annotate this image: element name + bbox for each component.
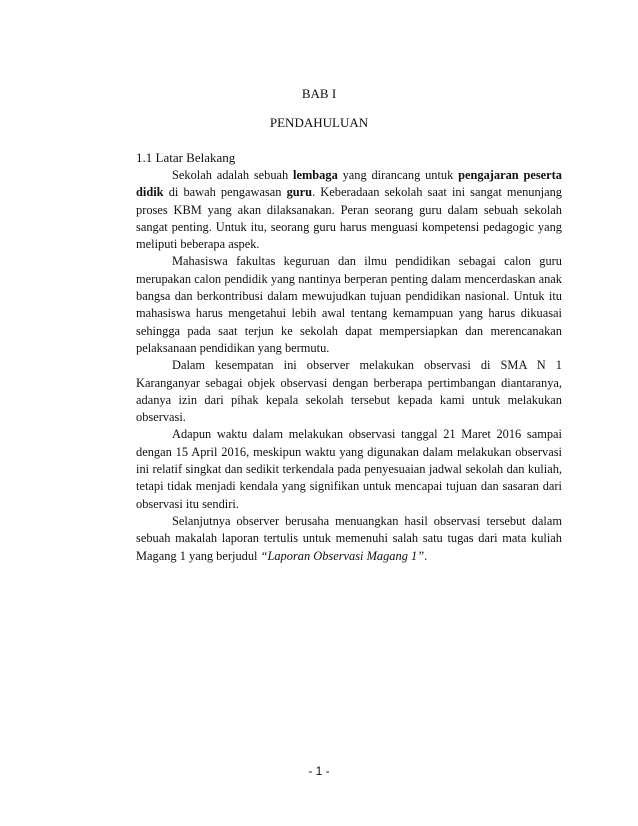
- paragraph-4: Adapun waktu dalam melakukan observasi tanggal 21 Maret 2016 sampai dengan 15 April 2016, meskipun waktu yang digunakan dalam melakukan observasi ini relatif singkat dan sedikit terkendala pada penyesuaian jadwal sekolah dan kuliah, tetapi tidak menjadi kendala yang signifikan untuk mencapai tujuan dan sasaran dari observasi itu sendiri.: [136, 427, 562, 511]
- p1-term-pengajaran: pengajaran peserta didik: [136, 168, 562, 200]
- chapter-number: BAB I: [301, 86, 337, 101]
- p1-text-a: Sekolah adalah sebuah: [172, 168, 294, 182]
- p1-term-guru: guru: [286, 185, 313, 200]
- p1-text-c: yang dirancang untuk: [337, 168, 459, 182]
- body-text: [136, 167, 562, 565]
- p5-text-c: .: [424, 548, 428, 563]
- paragraph-5: [136, 513, 562, 565]
- paragraph-3: Dalam kesempatan ini observer melakukan observasi di SMA N 1 Karanganyar sebagai objek observasi dengan berberapa pertimbangan diantaranya, adanya izin dari pihak kepala sekolah tersebut kepada kami untuk melakukan observasi.: [136, 358, 562, 425]
- section-heading: 1.1 Latar Belakang: [136, 150, 236, 165]
- paragraph-1: [136, 167, 562, 253]
- chapter-title: PENDAHULUAN: [269, 115, 369, 130]
- p1-text-e: di bawah pengawasan: [163, 185, 287, 200]
- page-number: - 1 -: [308, 764, 330, 778]
- p1-term-lembaga: lembaga: [293, 168, 338, 182]
- paragraph-2: Mahasiswa fakultas keguruan dan ilmu pendidikan sebagai calon guru merupakan calon pendidik yang nantinya berperan penting dalam mencerdaskan anak bangsa dan berkontribusi dalam mewujudkan tujuan pendidikan nasional. Untuk itu mahasiswa harus mengetahui lebih awal tentang kemampuan yang harus dikuasai sehingga pada saat terjun ke sekolah dapat mempersiapkan dan merencanakan pelaksanaan pendidikan yang bermutu.: [136, 254, 562, 355]
- p5-report-title: “Laporan Observasi Magang 1”: [260, 548, 425, 563]
- p1-text-g: . Keberadaan sekolah saat ini sangat menunjang proses KBM yang akan dilaksanakan. Peran seorang guru dalam sebuah sekolah sangat penting. Untuk itu, seorang guru harus menguasi kompetensi pedagogic yang meliputi beberapa aspek.: [136, 185, 562, 252]
- p5-text-a: Selanjutnya observer berusaha menuangkan hasil observasi tersebut dalam sebuah makalah laporan tertulis untuk memenuhi salah satu tugas dari mata kuliah Magang 1 yang berjudul: [136, 513, 562, 563]
